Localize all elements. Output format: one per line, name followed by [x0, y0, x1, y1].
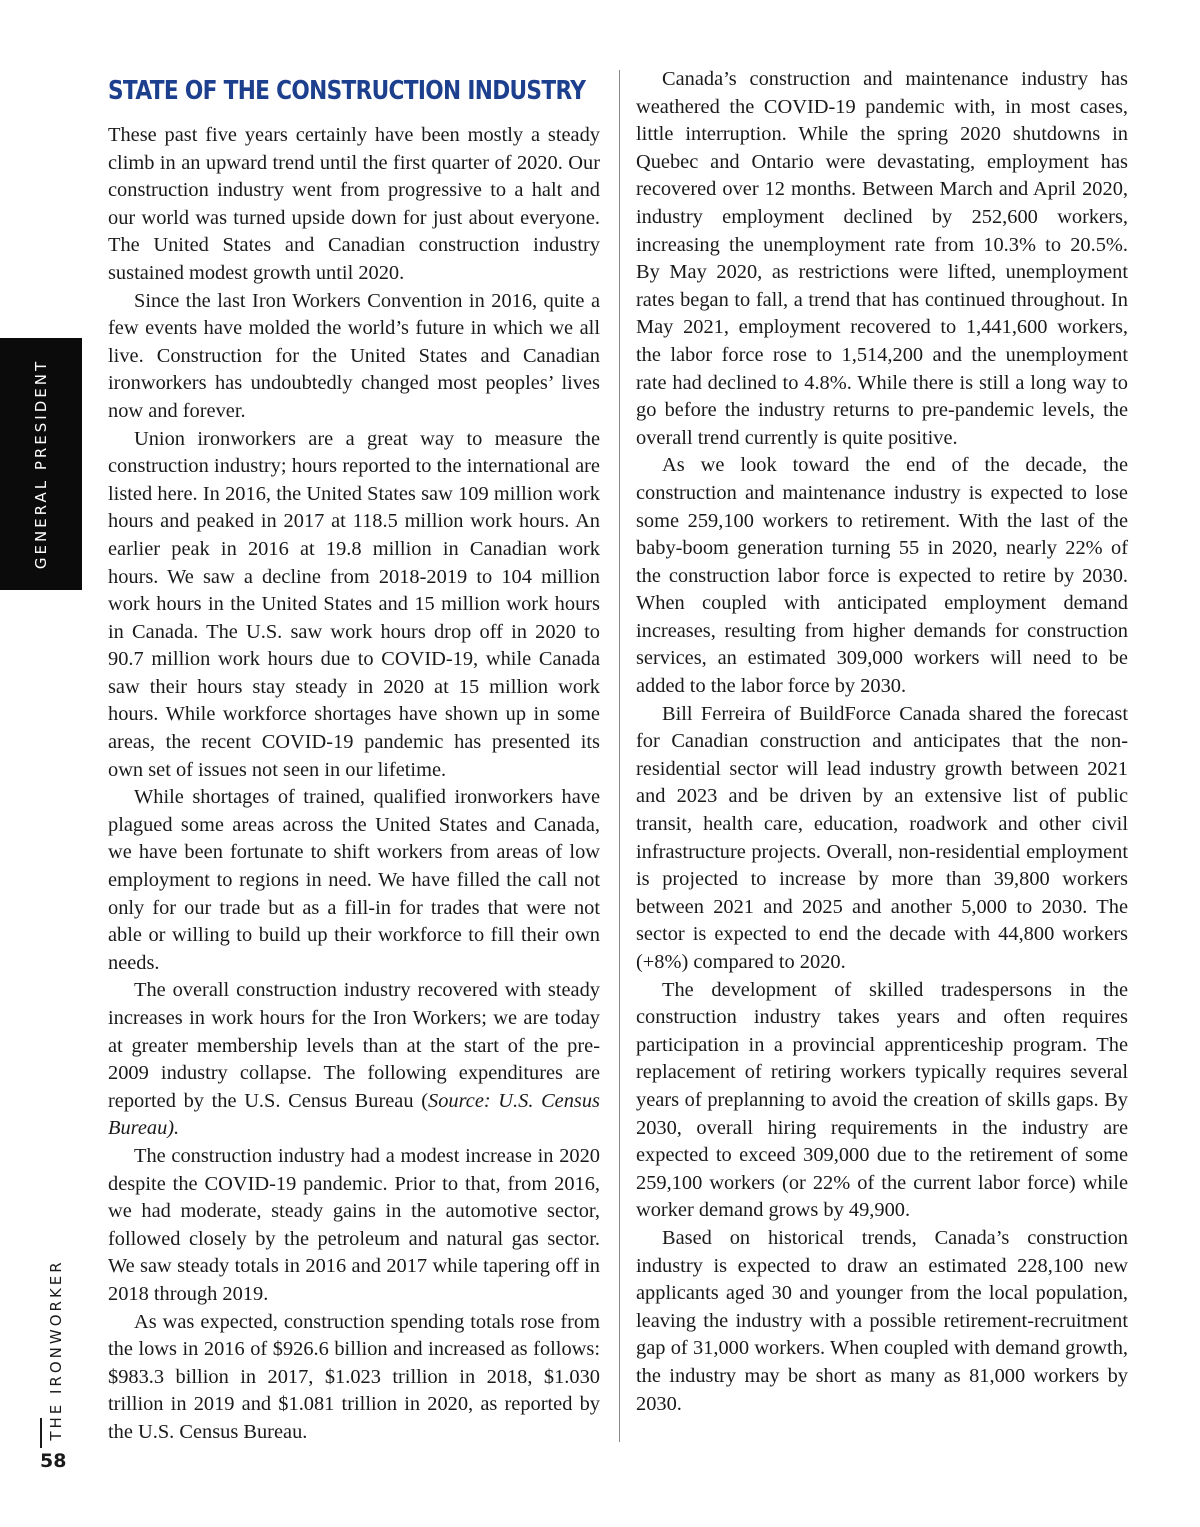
paragraph: Canada’s construction and maintenance industry has weathered the COVID-19 pandemic with, in most cases, little interruption. While the spring 2020 shutdowns in Quebec and Ontario were devastating, employment has recovered over 12 months. Between March and April 2020, industry employment declined by 252,600 workers, increasing the unemployment rate from 10.3% to 20.5%. By May 2020, as restrictions were lifted, unemployment rates began to fall, a trend that has continued throughout. In May 2021, employment recovered to 1,441,600 workers, the labor force rose to 1,514,200 and the unemployment rate had declined to 4.8%. While there is still a long way to go before the industry returns to pre-pandemic levels, the overall trend currently is quite positive. [636, 68, 1128, 449]
paragraph: Based on historical trends, Canada’s construction industry is expected to draw an estimated 228,100 new applicants aged 30 and younger from the local population, leaving the industry with a possible retirement-recruitment gap of 31,000 workers. When coupled with demand growth, the industry may be short as many as 81,000 workers by 2030. [636, 1226, 1128, 1415]
paragraph: Union ironworkers are a great way to measure the construction industry; hours reported to the international are listed here. In 2016, the United States saw 109 million work hours and peaked in 2017 at 118.5 million work hours. An earlier peak in 2016 at 19.8 million in Canadian work hours. We saw a decline from 2018-2019 to 104 million work hours in the United States and 15 million work hours in Canada. The U.S. saw work hours drop off in 2020 to 90.7 million work hours due to COVID-19, while Canada saw their hours stay steady in 2020 at 15 million work hours. While workforce shortages have shown up in some areas, the recent COVID-19 pandemic has presented its own set of issues not seen in our lifetime. [108, 427, 600, 781]
publication-name: THE IRONWORKER [47, 1259, 65, 1441]
paragraph: As was expected, construction spending totals rose from the lows in 2016 of $926.6 billion and increased as follows: $983.3 billion in 2017, $1.023 trillion in 2018, $1.030 trillion in 2019 and $1.081 trillion in 2020, as reported by the U.S. Census Bureau. [108, 1310, 600, 1443]
paragraph: While shortages of trained, qualified ironworkers have plagued some areas across the United States and Canada, we have been fortunate to shift workers from areas of low employment to regions in need. We have filled the call not only for our trade but as a fill-in for trades that were not able or willing to build up their workforce to fill their own needs. [108, 786, 600, 974]
paragraph: Since the last Iron Workers Convention in 2016, quite a few events have molded the world’s future in which we all live. Construction for the United States and Canadian ironworkers has undoubtedly changed most peoples’ lives now and forever. [108, 289, 600, 422]
paragraph-with-citation [108, 977, 600, 1143]
column-divider [619, 70, 620, 1442]
paragraph: Bill Ferreira of BuildForce Canada shared the forecast for Canadian construction and anticipates that the non-residential sector will lead industry growth between 2021 and 2023 and be driven by an extensive list of public transit, health care, education, roadwork and other civil infrastructure projects. Overall, non-residential employment is projected to increase by more than 39,800 workers between 2021 and 2025 and another 5,000 to 2030. The sector is expected to end the decade with 44,800 workers (+8%) compared to 2020. [636, 702, 1128, 973]
page-number: 58 [40, 1450, 67, 1472]
paragraph: As we look toward the end of the decade, the construction and maintenance industry is expected to lose some 259,100 workers to retirement. With the last of the baby-boom generation turning 55 in 2020, nearly 22% of the construction labor force is expected to retire by 2030. When coupled with anticipated employment demand increases, resulting from higher demands for construction services, an estimated 309,000 workers will need to be added to the labor force by 2030. [636, 454, 1128, 698]
source-citation: Source: U.S. Census Bureau). [108, 1089, 600, 1140]
article-headline: STATE OF THE CONSTRUCTION INDUSTRY [108, 76, 586, 106]
left-column [108, 66, 600, 1447]
right-column [636, 66, 1128, 1418]
paragraph: The development of skilled tradespersons in the construction industry takes years and often requires participation in a provincial apprenticeship program. The replacement of retiring workers typically requires several years of preplanning to avoid the creation of skills gaps. By 2030, overall hiring requirements in the industry are expected to exceed 309,000 due to the retirement of some 259,100 workers (or 22% of the current labor force) while worker demand grows by 49,900. [636, 978, 1128, 1222]
section-tab-label: GENERAL PRESIDENT [32, 358, 50, 570]
paragraph: These past five years certainly have been mostly a steady climb in an upward trend until the first quarter of 2020. Our construction industry went from progressive to a halt and our world was turned upside down for just about everyone. The United States and Canadian construction industry sustained modest growth until 2020. [108, 124, 600, 284]
footer-divider [40, 1418, 42, 1448]
paragraph-text: The overall construction industry recovered with steady increases in work hours for the Iron Workers; we are today at greater membership levels than at the start of the pre-2009 industry collapse. The following expenditures are reported by the U.S. Census Bureau ( [108, 979, 600, 1112]
paragraph: The construction industry had a modest increase in 2020 despite the COVID-19 pandemic. Prior to that, from 2016, we had moderate, steady gains in the automotive sector, followed closely by the petroleum and natural gas sector. We saw steady totals in 2016 and 2017 while tapering off in 2018 through 2019. [108, 1144, 600, 1305]
